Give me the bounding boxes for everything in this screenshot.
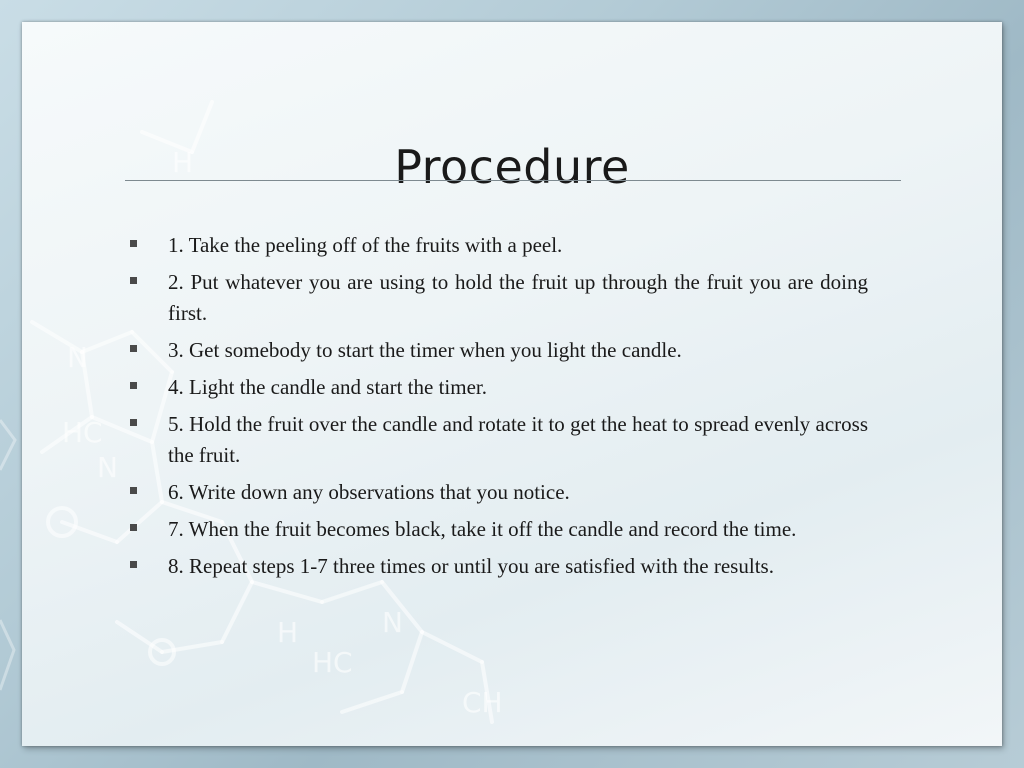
square-bullet-icon [130, 277, 137, 284]
square-bullet-icon [130, 561, 137, 568]
square-bullet-icon [130, 524, 137, 531]
list-item [128, 514, 868, 545]
list-item [128, 230, 868, 261]
svg-text:CH: CH [462, 686, 503, 719]
step-text: 5. Hold the fruit over the candle and rotate it to get the heat to spread evenly across the fruit. [168, 412, 868, 467]
step-text: 4. Light the candle and start the timer. [168, 375, 487, 399]
step-text: 7. When the fruit becomes black, take it off the candle and record the time. [168, 517, 797, 541]
square-bullet-icon [130, 419, 137, 426]
square-bullet-icon [130, 240, 137, 247]
list-item [128, 477, 868, 508]
step-text: 3. Get somebody to start the timer when you light the candle. [168, 338, 682, 362]
square-bullet-icon [130, 487, 137, 494]
title-divider [125, 180, 901, 181]
svg-text:N: N [97, 451, 118, 484]
list-item [128, 551, 868, 582]
svg-text:N: N [382, 606, 403, 639]
step-text: 2. Put whatever you are using to hold the fruit up through the fruit you are doing first. [168, 270, 868, 325]
slide-title: Procedure [394, 140, 630, 194]
step-text: 8. Repeat steps 1-7 three times or until you are satisfied with the results. [168, 554, 774, 578]
list-item [128, 335, 868, 366]
step-text: 1. Take the peeling off of the fruits with a peel. [168, 233, 563, 257]
step-text: 6. Write down any observations that you notice. [168, 480, 570, 504]
procedure-list [128, 230, 868, 588]
square-bullet-icon [130, 382, 137, 389]
slide-card [22, 22, 1002, 746]
svg-text:HC: HC [312, 646, 353, 679]
square-bullet-icon [130, 345, 137, 352]
svg-text:N: N [67, 341, 88, 374]
list-item [128, 267, 868, 329]
list-item [128, 372, 868, 403]
list-item [128, 409, 868, 471]
svg-text:HC: HC [62, 416, 103, 449]
svg-text:H: H [277, 616, 299, 649]
svg-text:H: H [172, 146, 194, 179]
